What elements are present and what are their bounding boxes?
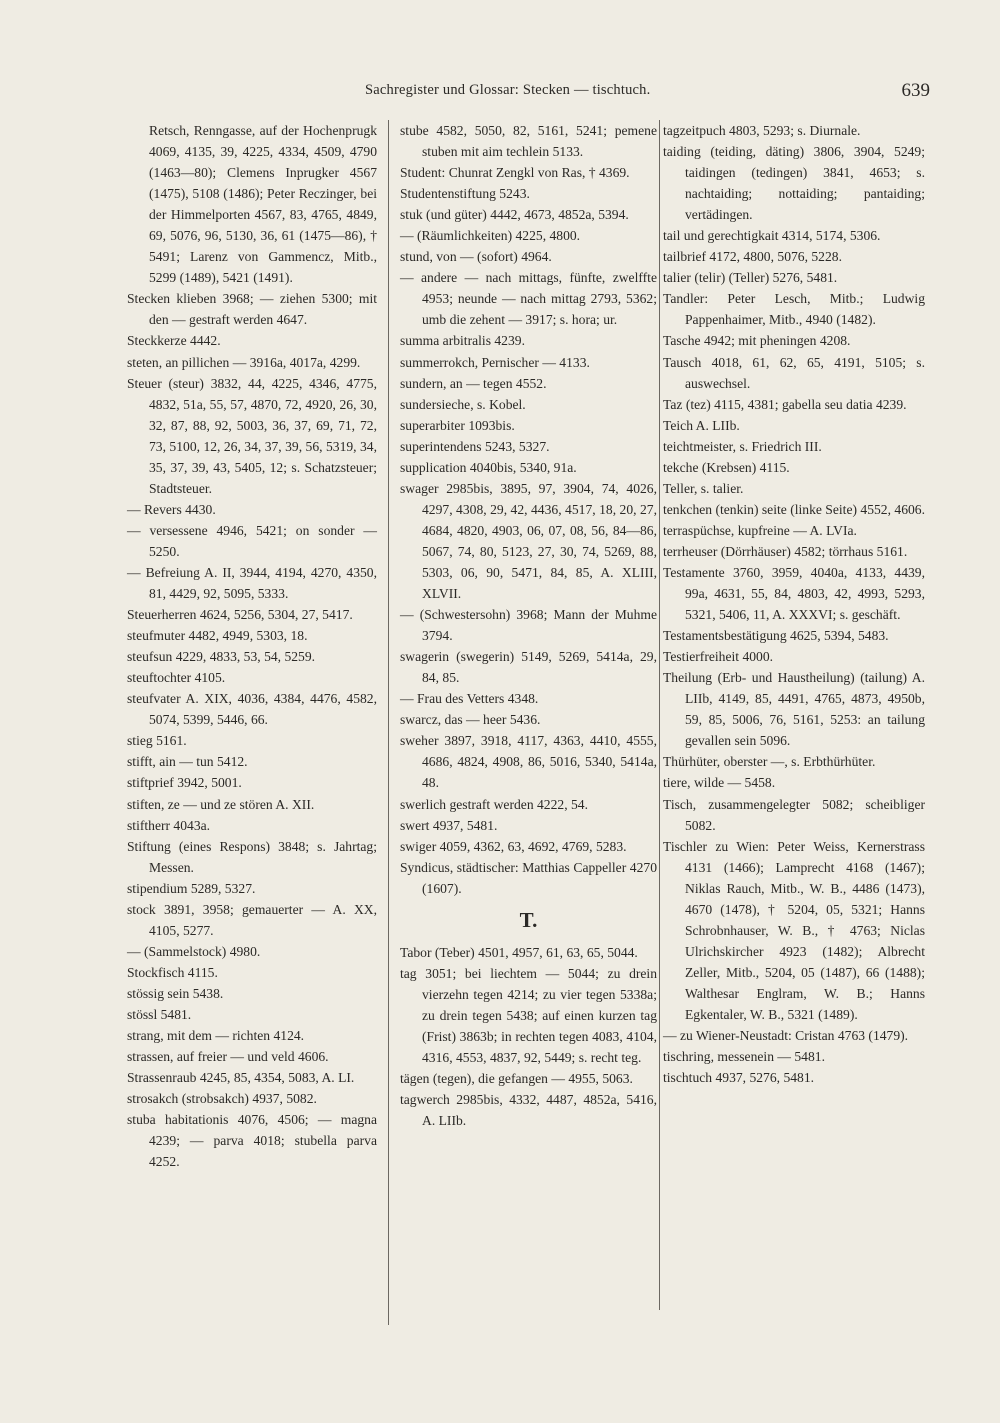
index-entry: Studentenstiftung 5243.: [400, 186, 530, 202]
index-entry: sweher 3897, 3918, 4117, 4363, 4410, 4555, 4686, 4824, 4908, 86, 5016, 5340, 5414a, 48.: [400, 733, 657, 791]
index-entry: summerrokch, Pernischer — 4133.: [400, 354, 590, 370]
index-entry: swager 2985bis, 3895, 97, 3904, 74, 4026, 4297, 4308, 29, 42, 4436, 4517, 18, 20, 27, 4684, 4820, 4903, 06, 07, 08, 56, 84—86, 5067, 74, 80, 5123, 27, 30, 74, 5269, 88, 5303, 06, 90, 5471, 84, 85, A. XLIII, XLVII.: [400, 480, 657, 602]
index-entry: stock 3891, 3958; gemauerter — A. XX, 4105, 5277.: [127, 901, 377, 938]
index-entry: supplication 4040bis, 5340, 91a.: [400, 459, 577, 475]
index-entry: Teich A. LIIb.: [663, 417, 740, 433]
index-entry: tischring, messenein — 5481.: [663, 1049, 825, 1065]
index-entry: Tasche 4942; mit pheningen 4208.: [663, 333, 851, 349]
index-entry: Steuerherren 4624, 5256, 5304, 27, 5417.: [127, 607, 353, 623]
index-entry: Tandler: Peter Lesch, Mitb.; Ludwig Pappenhaimer, Mitb., 4940 (1482).: [663, 291, 925, 328]
index-entry: superarbiter 1093bis.: [400, 417, 515, 433]
index-entry: sundern, an — tegen 4552.: [400, 375, 547, 391]
index-entry: tekche (Krebsen) 4115.: [663, 459, 790, 475]
index-entry: swagerin (swegerin) 5149, 5269, 5414a, 29, 84, 85.: [400, 649, 657, 686]
index-entry: Strassenraub 4245, 85, 4354, 5083, A. LI.: [127, 1070, 355, 1086]
index-entry: stössig sein 5438.: [127, 985, 224, 1001]
index-entry: Tausch 4018, 61, 62, 65, 4191, 5105; s. auswechsel.: [663, 354, 925, 391]
index-entry: Tischler zu Wien: Peter Weiss, Kernerstrass 4131 (1466); Lamprecht 4168 (1467); Niklas Rauch, Mitb., W. B., 4486 (1473), 4670 (1478), † 5204, 05, 5321; Hanns Schrobnhauser, W. B., † 4763; Niclas Ulrichskircher 4923 (1482); Albrecht Zeller, Mitb., 5204, 05 (1487), 66 (1488); Walthesar Englram, W. B.; Hanns Egkentaler, W. B., 5321 (1489).: [663, 838, 925, 1022]
index-entry: swert 4937, 5481.: [400, 817, 498, 833]
index-entry: Theilung (Erb- und Haustheilung) (tailung) A. LIIb, 4149, 85, 4491, 4765, 4873, 4950b, 59, 85, 5006, 76, 5161, 5253: an tailung gevallen sein 5096.: [663, 670, 925, 749]
index-entry: Testierfreiheit 4000.: [663, 649, 774, 665]
index-entry: strassen, auf freier — und veld 4606.: [127, 1049, 329, 1065]
index-entry: tagwerch 2985bis, 4332, 4487, 4852a, 5416, A. LIIb.: [400, 1092, 657, 1129]
index-entry: Taz (tez) 4115, 4381; gabella seu datia 4239.: [663, 396, 907, 412]
index-entry: swerlich gestraft werden 4222, 54.: [400, 796, 588, 812]
index-entry: stund, von — (sofort) 4964.: [400, 249, 552, 265]
column-divider: [659, 120, 660, 1310]
index-entry: — versessene 4946, 5421; on sonder — 5250.: [127, 522, 377, 559]
index-entry: summa arbitralis 4239.: [400, 333, 525, 349]
index-entry: — (Schwestersohn) 3968; Mann der Muhme 3794.: [400, 607, 657, 644]
index-entry: stifft, ain — tun 5412.: [127, 754, 248, 770]
index-entry: — andere — nach mittags, fünfte, zwelffte 4953; neunde — nach mittag 2793, 5362; umb die zehent — 3917; s. hora; ur.: [400, 270, 657, 328]
index-entry: stuk (und güter) 4442, 4673, 4852a, 5394.: [400, 207, 629, 223]
running-header-title: Sachregister und Glossar: Stecken — tischtuch.: [365, 82, 651, 98]
index-entry: talier (telir) (Teller) 5276, 5481.: [663, 270, 838, 286]
index-entry: tagzeitpuch 4803, 5293; s. Diurnale.: [663, 123, 861, 138]
index-entry: tail und gerechtigkait 4314, 5174, 5306.: [663, 228, 881, 244]
index-entry: tägen (tegen), die gefangen — 4955, 5063.: [400, 1071, 633, 1087]
index-entry: strosakch (strobsakch) 4937, 5082.: [127, 1091, 317, 1107]
index-entry: Tabor (Teber) 4501, 4957, 61, 63, 65, 5044.: [400, 944, 638, 960]
index-entry: stipendium 5289, 5327.: [127, 880, 256, 896]
index-entry: tenkchen (tenkin) seite (linke Seite) 4552, 4606.: [663, 501, 925, 517]
index-entry-continuation: Retsch, Renngasse, auf der Hochenprugk 4069, 4135, 39, 4225, 4334, 4509, 4790 (1463—80); Clemens Inprugker 4567 (1475), 5108 (1486); Peter Reczinger, bei der Himmelporten 4567, 83, 4765, 4849, 69, 5076, 96, 5130, 36, 61 (1475—86), † 5491; Larenz von Gammencz, Mitb., 5299 (1489), 5421 (1491).: [149, 123, 377, 286]
index-column-1: [127, 120, 377, 1172]
index-entry: steufsun 4229, 4833, 53, 54, 5259.: [127, 649, 316, 665]
section-heading-letter: T.: [519, 907, 538, 932]
page-header: [120, 80, 930, 104]
index-entry: — Befreiung A. II, 3944, 4194, 4270, 4350, 81, 4429, 92, 5095, 5333.: [127, 564, 377, 602]
index-entry: Stockfisch 4115.: [127, 964, 218, 980]
index-column-2: [400, 120, 657, 1131]
index-entry: Steuer (steur) 3832, 44, 4225, 4346, 4775, 4832, 51a, 55, 57, 4870, 72, 4920, 26, 30, 32, 87, 88, 92, 5003, 36, 37, 69, 71, 72, 73, 5100, 12, 26, 34, 37, 39, 56, 5319, 34, 35, 37, 39, 43, 5405, 12; s. Schatzsteuer; Stadtsteuer.: [127, 375, 377, 496]
column-divider: [388, 120, 389, 1325]
page-number: 639: [901, 80, 930, 101]
index-entry: tischtuch 4937, 5276, 5481.: [663, 1070, 815, 1086]
index-entry: Syndicus, städtischer: Matthias Cappeller 4270 (1607).: [400, 859, 657, 896]
index-entry: — Revers 4430.: [127, 501, 216, 517]
index-entry: steufmuter 4482, 4949, 5303, 18.: [127, 628, 308, 644]
index-entry: strang, mit dem — richten 4124.: [127, 1028, 305, 1044]
index-entry: stieg 5161.: [127, 733, 187, 749]
index-entry: stiftherr 4043a.: [127, 817, 211, 833]
index-entry: Stiftung (eines Respons) 3848; s. Jahrtag; Messen.: [127, 838, 377, 875]
index-entry: Student: Chunrat Zengkl von Ras, † 4369.: [400, 165, 630, 181]
index-entry: steufvater A. XIX, 4036, 4384, 4476, 4582, 5074, 5399, 5446, 66.: [127, 691, 377, 728]
index-entry: Testamente 3760, 3959, 4040a, 4133, 4439, 99a, 4631, 55, 84, 4803, 42, 4993, 5293, 5321, 5406, 11, A. XXXVI; s. geschäft.: [663, 564, 925, 623]
index-entry: swarcz, das — heer 5436.: [400, 712, 541, 728]
index-entry: — Frau des Vetters 4348.: [400, 691, 539, 707]
index-entry: tag 3051; bei liechtem — 5044; zu drein vierzehn tegen 4214; zu vier tegen 5338a; zu drein tegen 5438; auf einen kurzen tag (Frist) 3863b; in rechten tegen 4083, 4104, 4316, 4553, 4837, 92, 5449; s. recht teg.: [400, 965, 657, 1066]
index-entry: Teller, s. talier.: [663, 480, 744, 496]
index-entry: stuba habitationis 4076, 4506; — magna 4239; — parva 4018; stubella parva 4252.: [127, 1112, 377, 1170]
index-entry: steuftochter 4105.: [127, 670, 226, 686]
index-entry: Testamentsbestätigung 4625, 5394, 5483.: [663, 628, 889, 644]
index-entry: — (Räumlichkeiten) 4225, 4800.: [400, 228, 581, 244]
index-entry: stössl 5481.: [127, 1006, 192, 1022]
index-entry: terraspüchse, kupfreine — A. LVIa.: [663, 522, 857, 538]
index-entry: superintendens 5243, 5327.: [400, 438, 550, 454]
index-entry: tiere, wilde — 5458.: [663, 775, 776, 791]
index-entry: stiften, ze — und ze stören A. XII.: [127, 796, 315, 812]
index-entry: terrheuser (Dörrhäuser) 4582; törrhaus 5161.: [663, 543, 908, 559]
index-entry: — zu Wiener-Neustadt: Cristan 4763 (1479).: [663, 1028, 909, 1044]
index-entry: Tisch, zusammengelegter 5082; scheibliger 5082.: [663, 796, 925, 833]
index-entry: Steckkerze 4442.: [127, 333, 221, 349]
index-entry: — (Sammelstock) 4980.: [127, 943, 261, 959]
index-entry: taiding (teiding, däting) 3806, 3904, 5249; taidingen (tedingen) 3841, 4653; s. nachtaiding; nottaiding; pantaiding; vertädingen.: [663, 144, 925, 223]
index-entry: tailbrief 4172, 4800, 5076, 5228.: [663, 249, 842, 265]
index-entry: steten, an pillichen — 3916a, 4017a, 4299.: [127, 354, 361, 370]
index-entry: sundersieche, s. Kobel.: [400, 396, 526, 412]
index-entry: swiger 4059, 4362, 63, 4692, 4769, 5283.: [400, 838, 627, 854]
index-entry: stube 4582, 5050, 82, 5161, 5241; pemene stuben mit aim techlein 5133.: [400, 123, 657, 160]
index-entry: teichtmeister, s. Friedrich III.: [663, 438, 822, 454]
index-entry: stiftprief 3942, 5001.: [127, 775, 242, 791]
index-column-3: [663, 120, 925, 1088]
index-entry: Stecken klieben 3968; — ziehen 5300; mit den — gestraft werden 4647.: [127, 291, 377, 328]
index-entry: Thürhüter, oberster —, s. Erbthürhüter.: [663, 754, 876, 770]
